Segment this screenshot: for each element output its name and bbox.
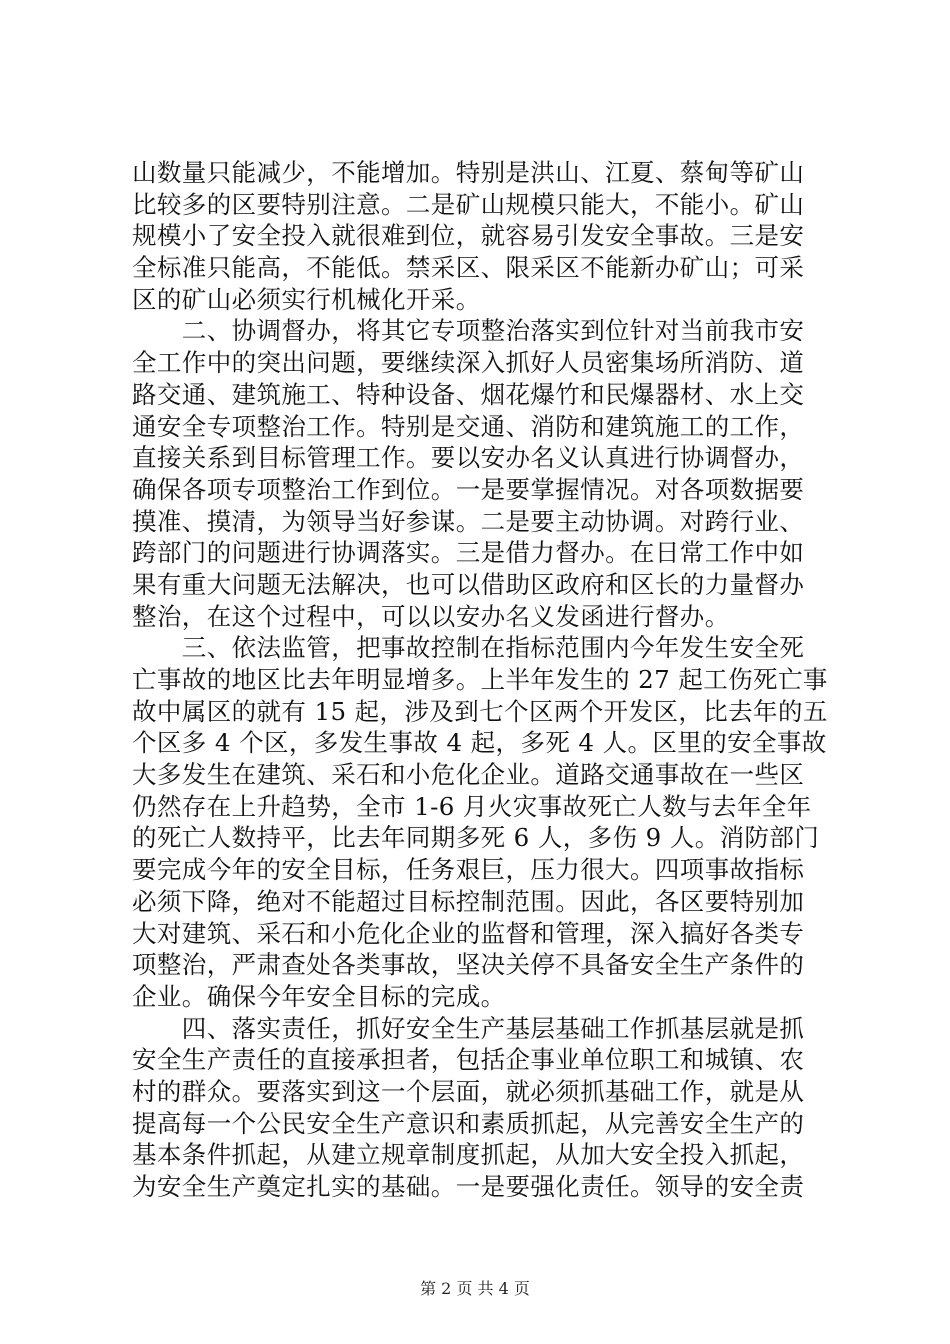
text-line: 直接关系到目标管理工作。要以安办名义认真进行协调督办， — [132, 443, 805, 473]
text-line: 全标准只能高，不能低。禁采区、限采区不能新办矿山；可采 — [132, 253, 805, 283]
text-line: 个区多 4 个区，多发生事故 4 起，多死 4 人。区里的安全事故 — [132, 728, 827, 758]
paragraph-heading-line: 三、依法监管，把事故控制在指标范围内今年发生安全死 — [132, 633, 805, 663]
text-line: 基本条件抓起，从建立规章制度抓起，从加大安全投入抓起， — [132, 1140, 805, 1170]
text-line: 提高每一个公民安全生产意识和素质抓起，从完善安全生产的 — [132, 1108, 805, 1138]
text-line: 仍然存在上升趋势，全市 1-6 月火灾事故死亡人数与去年全年 — [132, 791, 812, 821]
text-line: 全工作中的突出问题，要继续深入抓好人员密集场所消防、道 — [132, 348, 805, 378]
text-line: 跨部门的问题进行协调落实。三是借力督办。在日常工作中如 — [132, 538, 805, 568]
text-line: 规模小了安全投入就很难到位，就容易引发安全事故。三是安 — [132, 221, 805, 251]
text-line: 必须下降，绝对不能超过目标控制范围。因此，各区要特别加 — [132, 886, 805, 916]
text-line: 亡事故的地区比去年明显增多。上半年发生的 27 起工伤死亡事 — [132, 665, 828, 694]
paragraph-heading-line: 二、协调督办，将其它专项整治落实到位针对当前我市安 — [132, 316, 805, 346]
text-line: 路交通、建筑施工、特种设备、烟花爆竹和民爆器材、水上交 — [132, 379, 805, 409]
page-number-footer: 第 2 页 共 4 页 — [420, 1279, 530, 1298]
text-line: 大多发生在建筑、采石和小危化企业。道路交通事故在一些区 — [132, 760, 805, 790]
text-line: 比较多的区要特别注意。二是矿山规模只能大，不能小。矿山 — [132, 189, 805, 219]
text-line: 山数量只能减少，不能增加。特别是洪山、江夏、蔡甸等矿山 — [132, 158, 805, 187]
text-line: 摸准、摸清，为领导当好参谋。二是要主动协调。对跨行业、 — [132, 506, 805, 536]
text-line: 大对建筑、采石和小危化企业的监督和管理，深入搞好各类专 — [132, 918, 805, 948]
text-line: 的死亡人数持平，比去年同期多死 6 人，多伤 9 人。消防部门 — [132, 823, 820, 853]
paragraph-heading-line: 四、落实责任，抓好安全生产基层基础工作抓基层就是抓 — [132, 1013, 805, 1043]
text-line: 区的矿山必须实行机械化开采。 — [132, 284, 481, 314]
text-line: 整治，在这个过程中，可以以安办名义发函进行督办。 — [132, 601, 730, 631]
document-body — [132, 157, 832, 1203]
text-line: 确保各项专项整治工作到位。一是要掌握情况。对各项数据要 — [132, 474, 805, 504]
text-line: 故中属区的就有 15 起，涉及到七个区两个开发区，比去年的五 — [132, 696, 828, 726]
text-line: 安全生产责任的直接承担者，包括企事业单位职工和城镇、农 — [132, 1045, 805, 1075]
text-line: 企业。确保今年安全目标的完成。 — [132, 981, 506, 1011]
text-line: 要完成今年的安全目标，任务艰巨，压力很大。四项事故指标 — [132, 855, 805, 885]
text-line: 村的群众。要落实到这一个层面，就必须抓基础工作，就是从 — [132, 1076, 805, 1106]
text-line: 为安全生产奠定扎实的基础。一是要强化责任。领导的安全责 — [132, 1172, 805, 1201]
text-line: 项整治，严肃查处各类事故，坚决关停不具备安全生产条件的 — [132, 950, 805, 980]
text-line: 通安全专项整治工作。特别是交通、消防和建筑施工的工作， — [132, 411, 805, 441]
text-line: 果有重大问题无法解决，也可以借助区政府和区长的力量督办 — [132, 569, 805, 599]
